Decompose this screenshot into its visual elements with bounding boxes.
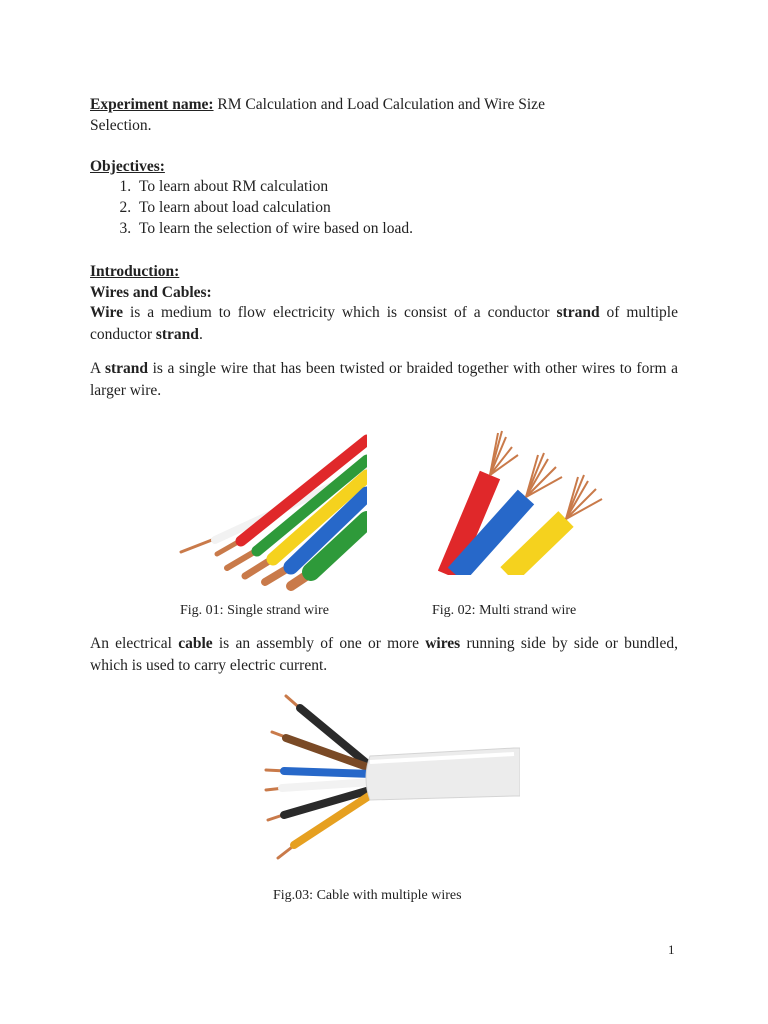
page-number: 1 — [668, 942, 675, 957]
cable-paragraph: An electrical cable is an assembly of one or more wires running side by side or bundled, which is used to carry electric current. — [90, 635, 678, 674]
experiment-label: Experiment name: — [90, 96, 214, 113]
experiment-line — [90, 94, 678, 115]
fig3-caption: Fig.03: Cable with multiple wires — [273, 888, 462, 903]
objective-item: 2. To learn about load calculation — [135, 197, 413, 218]
fig2-caption: Fig. 02: Multi strand wire — [432, 603, 577, 618]
objective-item: 3. To learn the selection of wire based on load. — [135, 218, 413, 239]
objectives-heading: Objectives: — [90, 158, 165, 175]
single-strand-wire-image — [165, 430, 367, 598]
wire-paragraph: Wire is a medium to flow electricity which is consist of a conductor strand of multiple conductor strand. — [90, 304, 678, 343]
objective-item: 1. To learn about RM calculation — [135, 176, 413, 197]
multi-strand-wire-image — [438, 425, 634, 575]
experiment-title: RM Calculation and Load Calculation and Wire Size — [217, 96, 545, 113]
strand-paragraph: A strand is a single wire that has been twisted or braided together with other wires to form a larger wire. — [90, 360, 679, 399]
objectives-list — [90, 176, 413, 239]
fig1-caption: Fig. 01: Single strand wire — [180, 603, 329, 618]
experiment-title-cont: Selection. — [90, 117, 152, 134]
wires-cables-heading: Wires and Cables: — [90, 284, 212, 301]
multi-wire-cable-image — [252, 686, 520, 866]
introduction-heading: Introduction: — [90, 263, 180, 280]
